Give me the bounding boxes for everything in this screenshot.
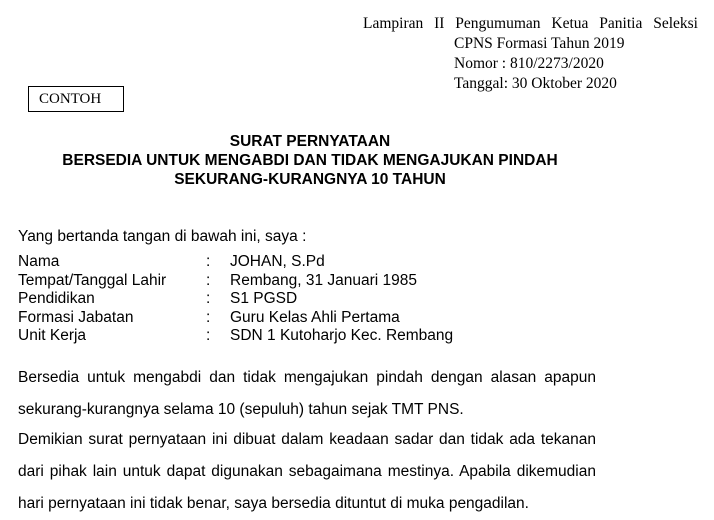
identity-row-name [18,253,453,272]
identity-value: SDN 1 Kutoharjo Kec. Rembang [230,327,454,344]
title-line-1: SURAT PERNYATAAN [229,133,391,150]
closing-paragraph: Demikian surat pernyataan ini dibuat dalam keadaan sadar dan tidak ada tekanan dari pihak lain untuk dapat digunakan sebagaimana mestinya. Apabila dikemudian hari pernyataan ini tidak benar, saya bersedia dituntut di muka pengadilan. [18,431,596,512]
identity-colon: : [206,290,211,307]
attachment-header [363,14,698,94]
document-title [0,132,620,189]
identity-label: Formasi Jabatan [18,308,134,326]
identity-row-education [18,290,453,309]
statement-paragraph: Bersedia untuk mengabdi dan tidak mengajukan pindah dengan alasan apapun sekurang-kurangnya selama 10 (sepuluh) tahun sejak TMT PNS. [18,369,596,418]
identity-table [18,253,453,346]
intro-text: Yang bertanda tangan di bawah ini, saya : [18,228,307,245]
header-number-line: Nomor : 810/2273/2020 [454,55,604,72]
identity-colon: : [206,253,211,270]
identity-value: JOHAN, S.Pd [230,253,325,270]
identity-label: Unit Kerja [18,327,87,344]
identity-row-work-unit [18,327,453,346]
header-formation-line: CPNS Formasi Tahun 2019 [454,35,625,52]
sample-label-box: CONTOH [28,86,124,112]
identity-label: Tempat/Tanggal Lahir [18,271,167,289]
identity-value: Guru Kelas Ahli Pertama [230,308,400,326]
identity-colon: : [206,308,211,326]
identity-label: Nama [18,253,60,270]
title-line-3: SEKURANG-KURANGNYA 10 TAHUN [174,171,446,188]
identity-value: S1 PGSD [230,290,298,307]
identity-row-birth [18,272,453,291]
header-attachment-line: Lampiran II Pengumuman Ketua Panitia Seleksi [363,15,698,32]
identity-value: Rembang, 31 Januari 1985 [230,271,417,289]
header-date-line: Tanggal: 30 Oktober 2020 [454,75,617,92]
title-line-2: BERSEDIA UNTUK MENGABDI DAN TIDAK MENGAJUKAN PINDAH [62,152,558,169]
identity-colon: : [206,271,211,289]
identity-row-position [18,309,453,328]
identity-label: Pendidikan [18,290,95,307]
identity-colon: : [206,327,211,344]
